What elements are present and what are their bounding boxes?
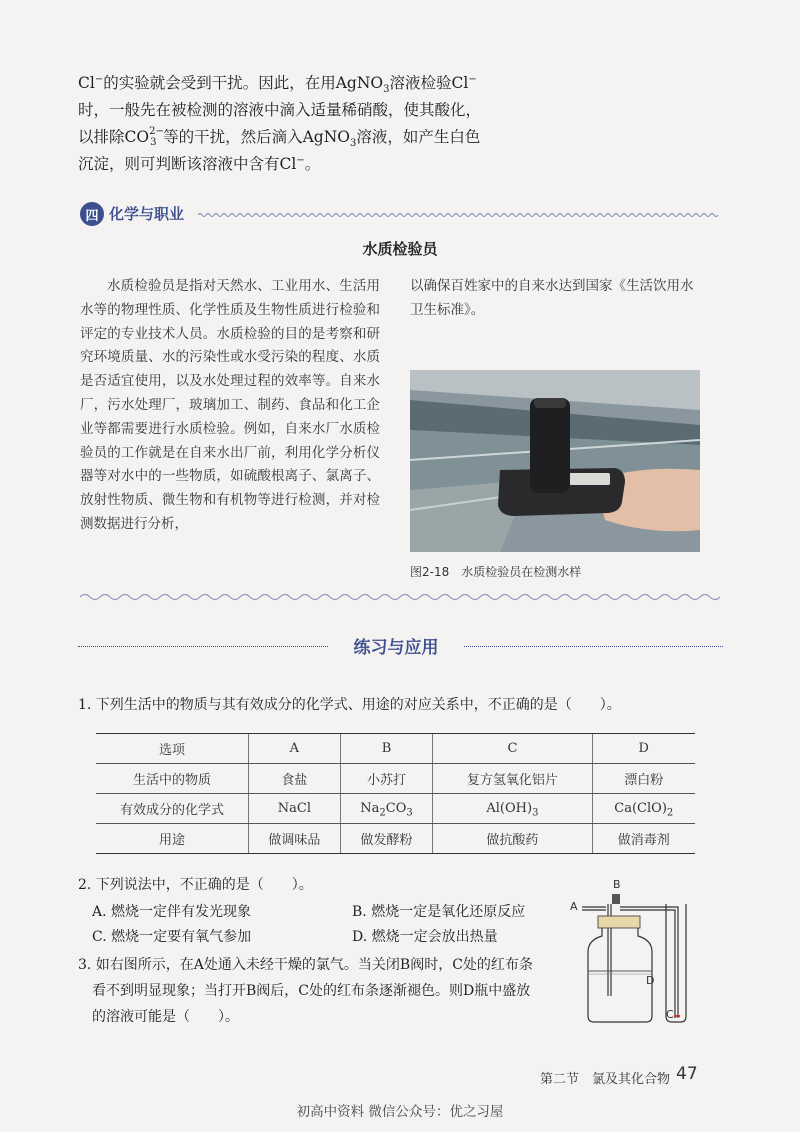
career-section-header <box>80 200 720 230</box>
text: Na <box>360 801 380 816</box>
table-row <box>96 764 695 794</box>
table-cell: 生活中的物质 <box>96 764 249 794</box>
practice-title: 练习与应用 <box>353 638 439 658</box>
table-header: A <box>249 734 341 764</box>
water-testing-photo <box>410 370 700 552</box>
sub: 3 <box>532 807 539 819</box>
dotted-rule-left <box>78 646 328 647</box>
sub: 3 <box>383 84 390 96</box>
wavy-divider-icon <box>198 212 718 218</box>
table-header: C <box>433 734 592 764</box>
table-row <box>96 794 695 824</box>
text: 。 <box>304 155 321 173</box>
table-cell: 做抗酸药 <box>433 824 592 854</box>
text: Al(OH) <box>486 801 533 816</box>
sub: 2 <box>666 807 674 819</box>
intro-line-4 <box>78 151 718 178</box>
career-body-continuation: 以确保百姓家中的自来水达到国家《生活饮用水卫生标准》。 <box>410 278 694 318</box>
table-header: B <box>340 734 433 764</box>
question-3-line-1: 3. 如右图所示，在A处通入未经干燥的氯气。当关闭B阀时，C处的红布条 <box>78 957 533 973</box>
label-c: C <box>666 1008 674 1021</box>
text: 沉淀，则可判断该溶液中含有Cl <box>78 155 297 173</box>
sub: 2 <box>379 807 386 819</box>
intro-line-2: 时，一般先在被检测的溶液中滴入适量稀硝酸，使其酸化， <box>78 101 482 119</box>
table-cell <box>592 794 695 824</box>
table-cell: 做消毒剂 <box>592 824 695 854</box>
table-cell <box>433 794 592 824</box>
table-cell: 复方氢氧化铝片 <box>433 764 592 794</box>
table-cell: NaCl <box>249 794 341 824</box>
question-3-line-2: 看不到明显现象；当打开B阀后，C处的红布条逐渐褪色。则D瓶中盛放 <box>92 983 531 999</box>
text: CO <box>385 801 407 816</box>
sub: 3 <box>349 138 357 150</box>
table-header: D <box>592 734 695 764</box>
table-cell <box>340 794 433 824</box>
table-cell: 用途 <box>96 824 249 854</box>
sub: 3 <box>406 807 413 819</box>
question-2: 2. 下列说法中，不正确的是（ ）。 <box>78 877 313 893</box>
table-cell: 做调味品 <box>249 824 341 854</box>
table-header: 选项 <box>96 734 249 764</box>
question-3-line-3: 的溶液可能是（ ）。 <box>92 1009 239 1025</box>
career-right-column <box>410 275 700 323</box>
text: Ca(ClO) <box>614 801 667 816</box>
q2-option-d: D. 燃烧一定会放出热量 <box>352 929 498 945</box>
career-body-text: 水质检验员是指对天然水、工业用水、生活用水等的物理性质、化学性质及生物性质进行检验和评定的专业技术人员。水质检验的目的是考察和研究环境质量、水的污染性或水受污染的程度、水质是否适宜使用，以及水处理过程的效率等。自来水厂，污水处理厂，玻璃加工、制药、食品和化工企业等都需要进行水质检验。例如，自来水厂水质检验员的工作就是在自来水出厂前，利用化学分析仪器等对水中的一些物质，如硫酸根离子、氯离子、放射性物质、微生物和有机物等进行检测，并对检测数据进行分析， <box>80 278 380 532</box>
apparatus-diagram <box>568 876 698 1026</box>
photo-illustration <box>410 370 700 552</box>
text: 等的干扰，然后滴入AgNO <box>163 128 350 146</box>
intro-line-1 <box>78 70 718 97</box>
text: 溶液检验Cl <box>389 74 469 92</box>
table-cell: 有效成分的化学式 <box>96 794 249 824</box>
practice-section-header <box>78 633 723 659</box>
table-row <box>96 734 695 764</box>
bottom-watermark-text: 初高中资料 微信公众号：优之习屋 <box>296 1104 504 1120</box>
sup: − <box>94 73 104 85</box>
q2-option-c: C. 燃烧一定要有氧气参加 <box>92 929 252 945</box>
sup: − <box>468 73 477 85</box>
table-cell: 食盐 <box>249 764 341 794</box>
label-a: A <box>570 900 578 913</box>
text: Cl <box>78 74 95 92</box>
table-cell: 做发酵粉 <box>340 824 433 854</box>
q2-option-b: B. 燃烧一定是氧化还原反应 <box>352 904 526 920</box>
label-b: B <box>613 878 621 891</box>
ion-charge: 2− 3 <box>149 126 164 148</box>
intro-line-3 <box>78 124 718 151</box>
career-title: 水质检验员 <box>362 240 438 258</box>
figure-number: 图2-18 <box>410 565 450 579</box>
figure-caption <box>410 563 581 580</box>
intro-paragraph <box>78 70 718 178</box>
table-cell: 小苏打 <box>340 764 433 794</box>
table-cell: 漂白粉 <box>592 764 695 794</box>
career-left-column <box>80 275 380 537</box>
q2-option-a: A. 燃烧一定伴有发光现象 <box>92 904 252 920</box>
wavy-box-bottom-border <box>80 592 720 602</box>
career-label: 化学与职业 <box>109 205 185 223</box>
question-1: 1. 下列生活中的物质与其有效成分的化学式、用途的对应关系中，不正确的是（ ）。 <box>78 697 621 713</box>
running-footer-section: 第二节 氯及其化合物 <box>540 1072 671 1087</box>
options-table <box>96 733 695 854</box>
text: 溶液，如产生白色 <box>356 128 481 146</box>
career-badge-icon: 四 <box>80 202 104 226</box>
figure-caption-text: 水质检验员在检测水样 <box>461 565 582 579</box>
table-row <box>96 824 695 854</box>
text: 的实验就会受到干扰。因此，在用AgNO <box>103 74 384 92</box>
dotted-rule-right <box>464 646 723 647</box>
text: 以排除CO <box>78 128 150 146</box>
page-number: 47 <box>676 1064 698 1084</box>
sup: − <box>296 154 305 166</box>
label-d: D <box>646 974 655 987</box>
